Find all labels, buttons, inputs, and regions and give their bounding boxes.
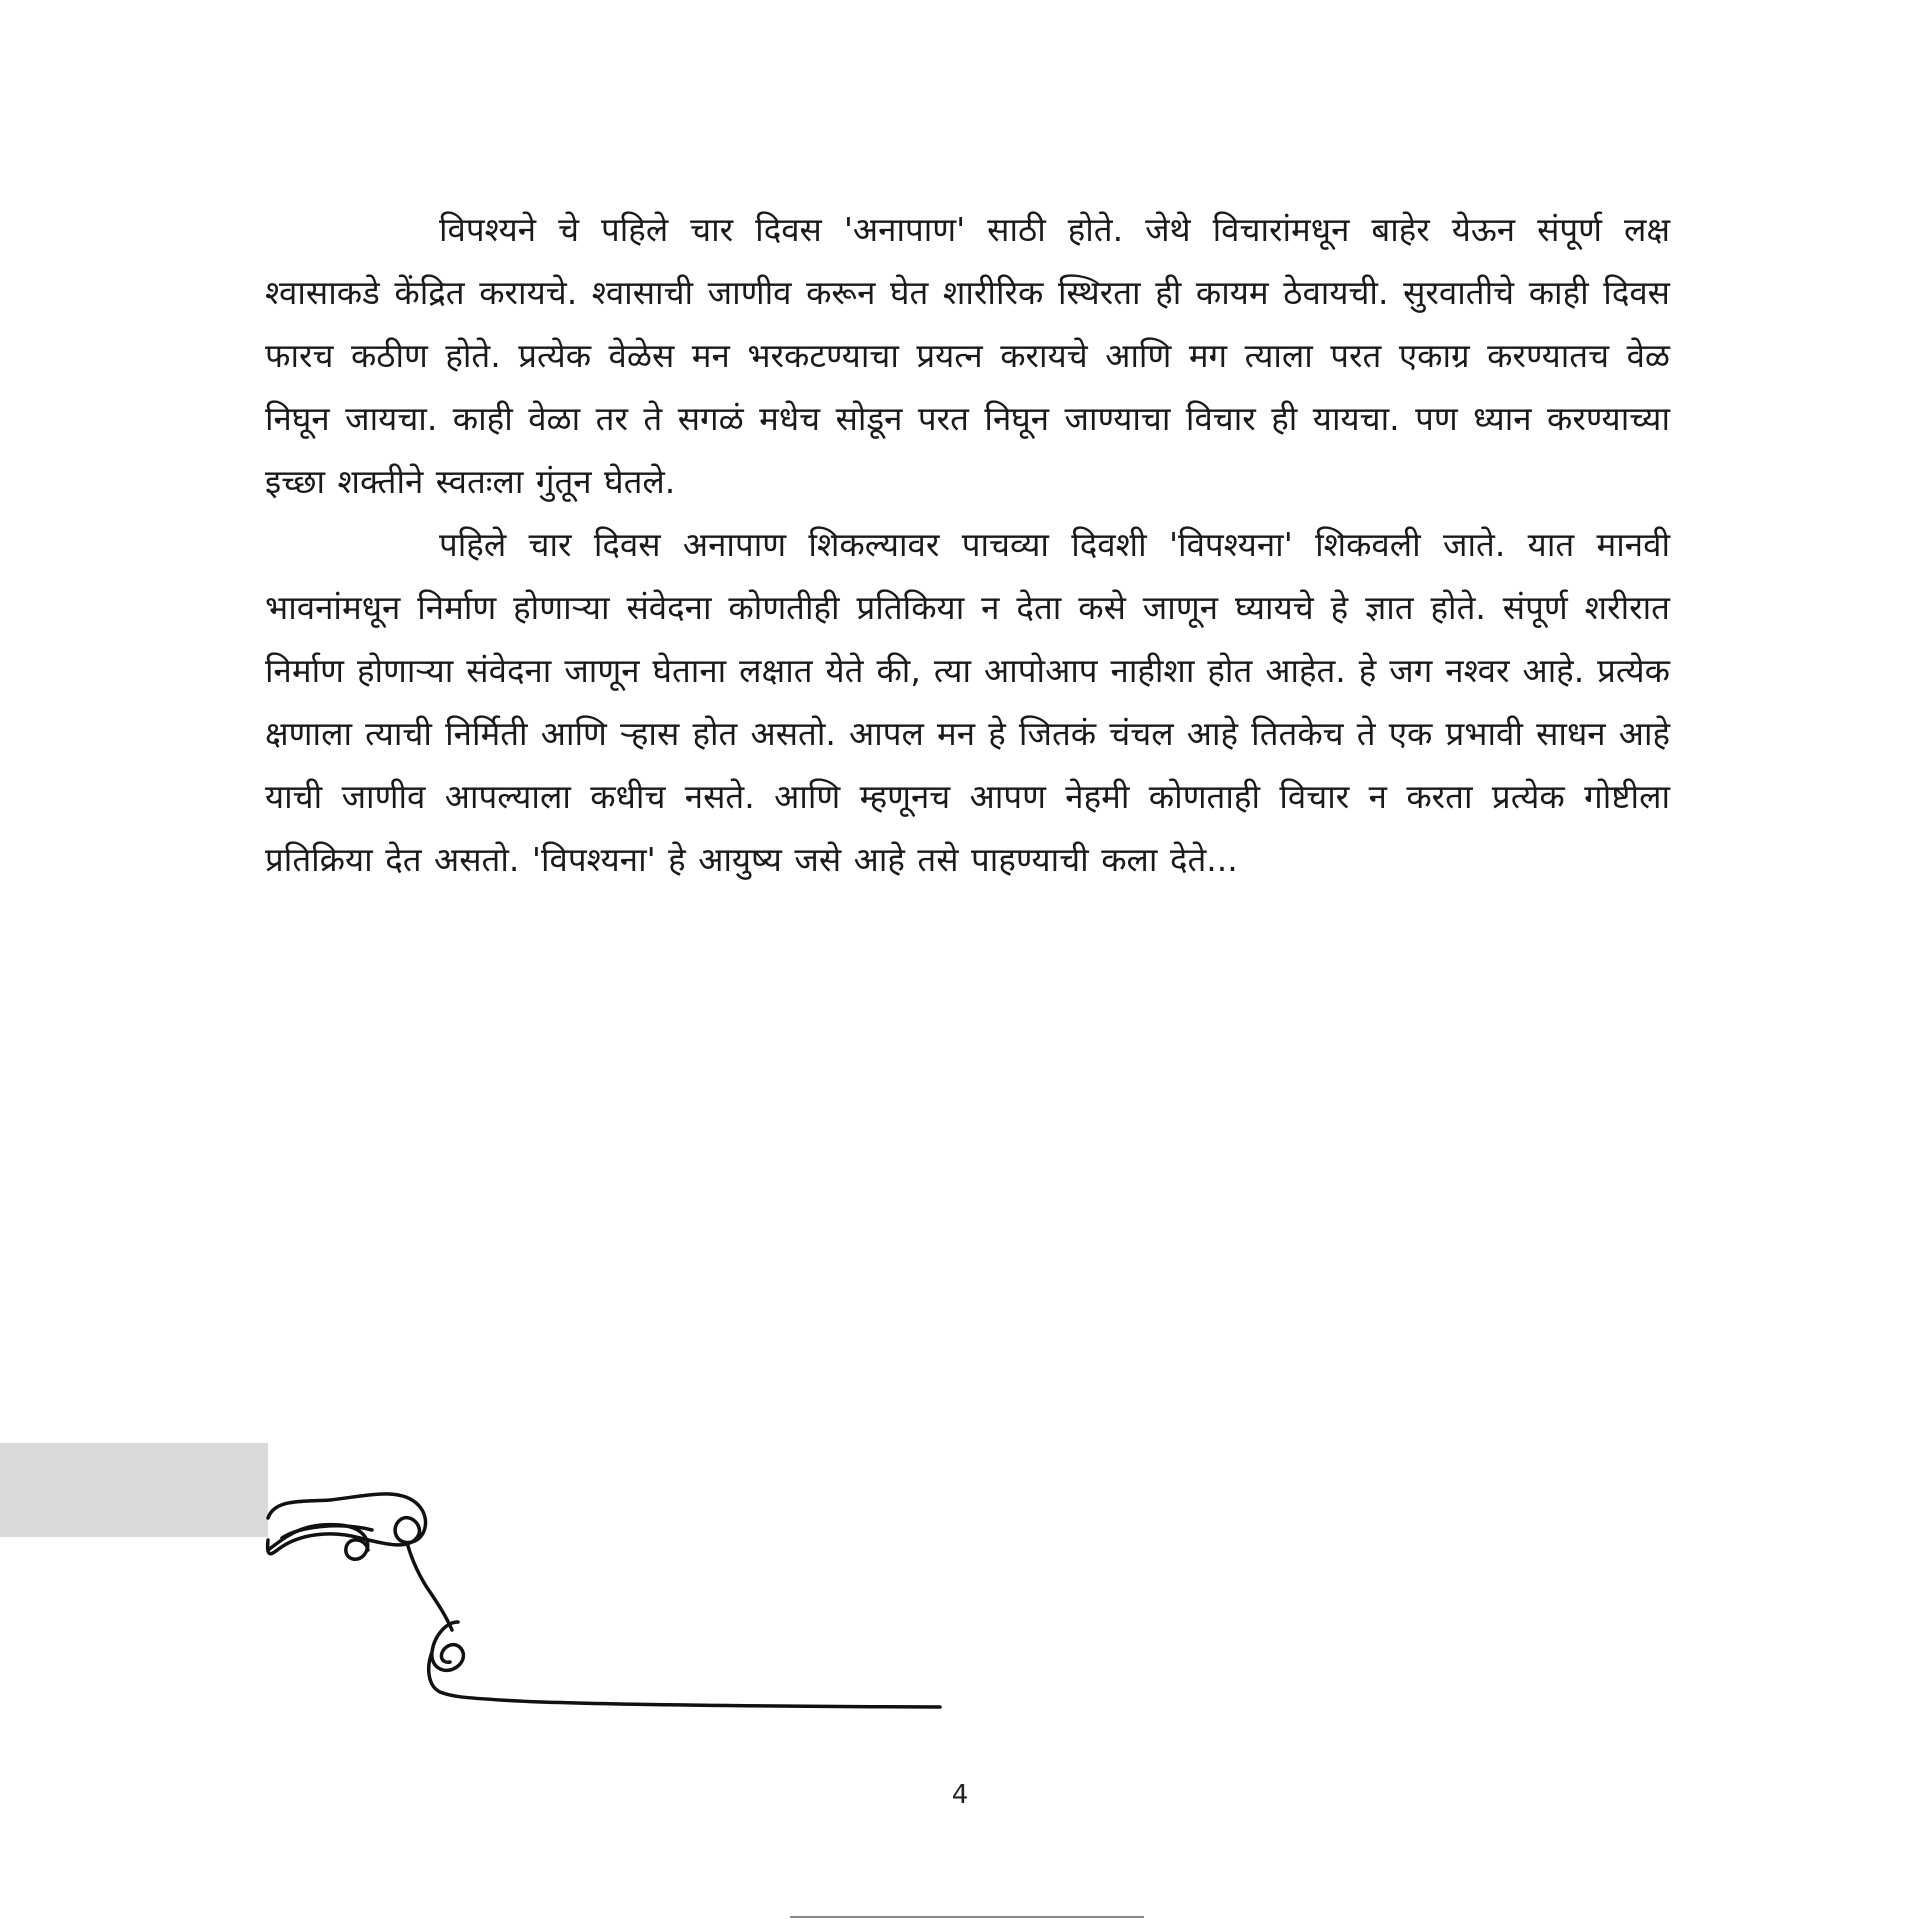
footer-rule [790, 1916, 1144, 1918]
body-text [265, 198, 1670, 891]
paragraph-2: पहिले चार दिवस अनापाण शिकल्यावर पाचव्या दिवशी 'विपश्यना' शिकवली जाते. यात मानवी भावनांमधून निर्माण होणाऱ्या संवेदना कोणतीही प्रतिकिया न देता कसे जाणून घ्यायचे हे ज्ञात होते. संपूर्ण शरीरात निर्माण होणाऱ्या संवेदना जाणून घेताना लक्षात येते की, त्या आपोआप नाहीशा होत आहेत. हे जग नश्वर आहे. प्रत्येक क्षणाला त्याची निर्मिती आणि ऱ्हास होत असतो. आपल मन हे जितकं चंचल आहे तितकेच ते एक प्रभावी साधन आहे याची जाणीव आपल्याला कधीच नसते. आणि म्हणूनच आपण नेहमी कोणताही विचार न करता प्रत्येक गोष्टीला प्रतिक्रिया देत असतो. 'विपश्यना' हे आयुष्य जसे आहे तसे पाहण्याची कला देते... [265, 525, 1670, 879]
paragraph-1: विपश्यने चे पहिले चार दिवस 'अनापाण' साठी होते. जेथे विचारांमधून बाहेर येऊन संपूर्ण लक्ष श्वासाकडे केंद्रित करायचे. श्वासाची जाणीव करून घेत शारीरिक स्थिरता ही कायम ठेवायची. सुरवातीचे काही दिवस फारच कठीण होते. प्रत्येक वेळेस मन भरकटण्याचा प्रयत्न करायचे आणि मग त्याला परत एकाग्र करण्यातच वेळ निघून जायचा. काही वेळा तर ते सगळं मधेच सोडून परत निघून जाण्याचा विचार ही यायचा. पण ध्यान करण्याच्या इच्छा शक्तीने स्वतःला गुंतून घेतले. [265, 210, 1670, 501]
page-number: 4 [951, 1780, 969, 1810]
swirl-divider-icon [0, 1400, 1000, 1700]
